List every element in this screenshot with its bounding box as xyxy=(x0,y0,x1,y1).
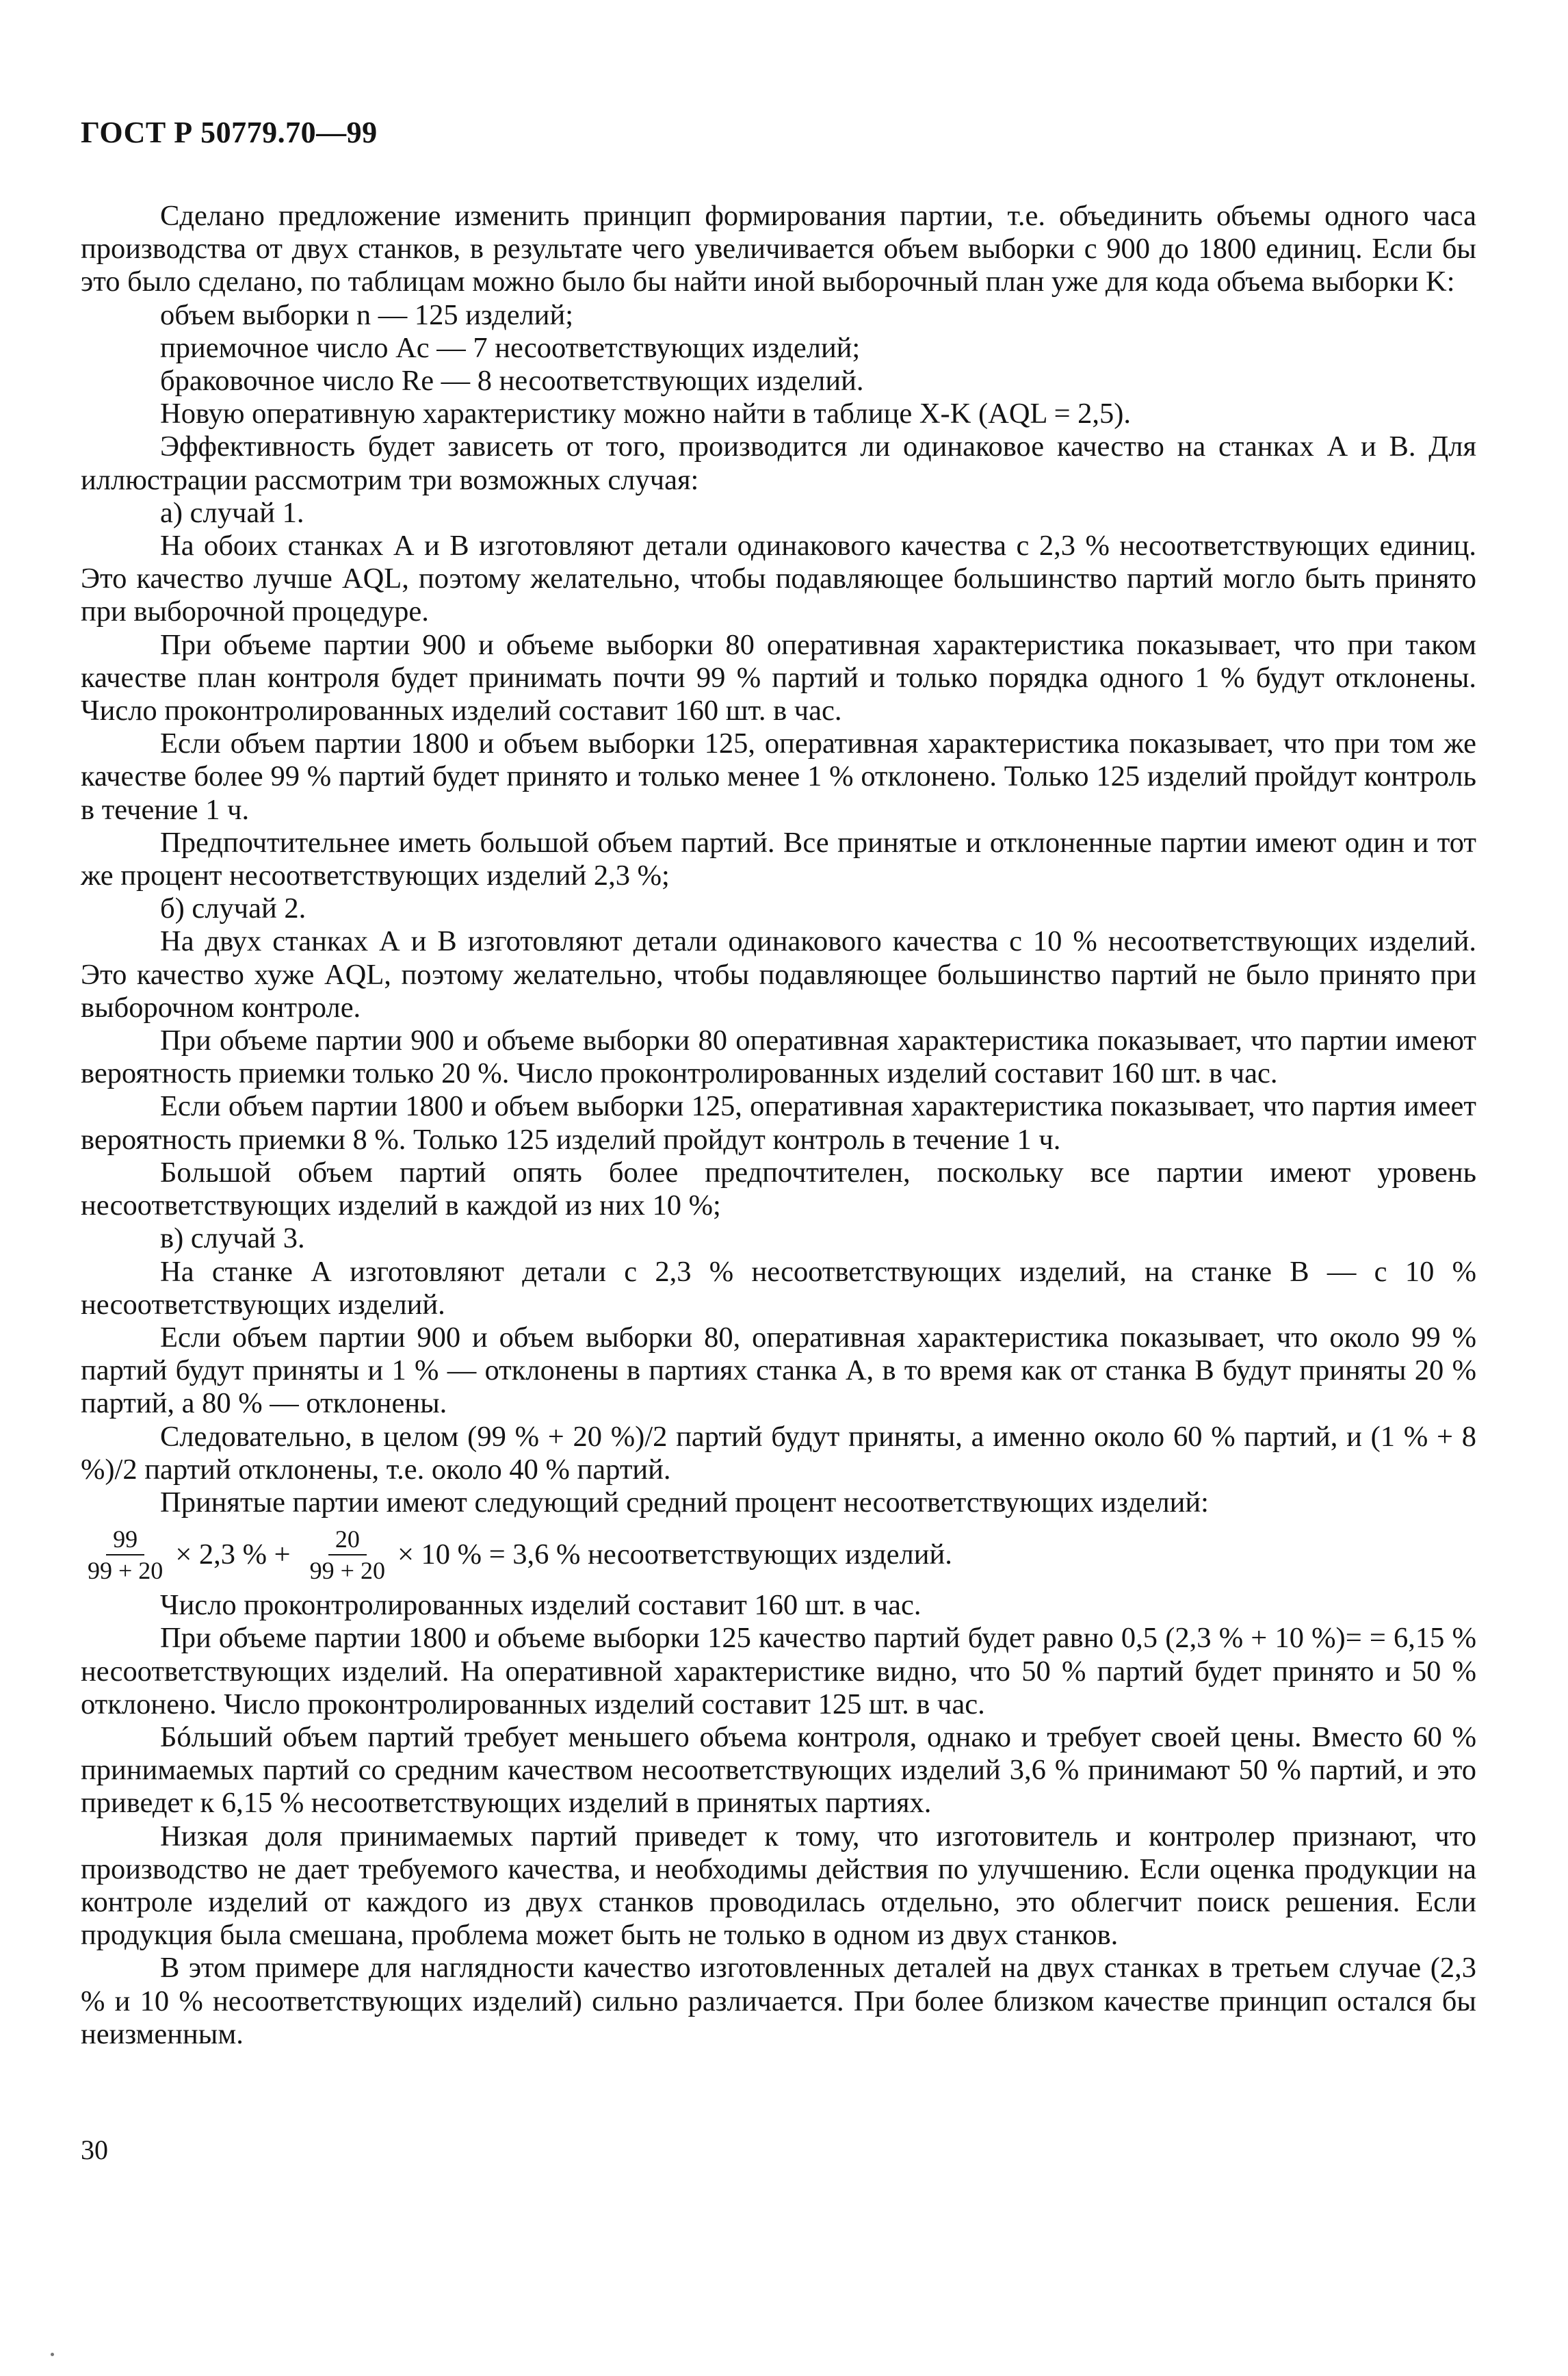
paragraph: Большой объем партий опять более предпочтителен, поскольку все партии имеют уровень несоответствующих изделий в каждой из них 10 %; xyxy=(81,1156,1476,1222)
paragraph: Следовательно, в целом (99 % + 20 %)/2 партий будут приняты, а именно около 60 % партий, и (1 % + 8 %)/2 партий отклонены, т.е. около 40 % партий. xyxy=(81,1420,1476,1486)
paragraph: Низкая доля принимаемых партий приведет к тому, что изготовитель и контролер признают, что производство не дает требуемого качества, и необходимы действия по улучшению. Если оценка продукции на контроле изделий от каждого из двух станков проводилась отдельно, это облегчит поиск решения. Если продукция была смешана, проблема может быть не только в одном из двух станков. xyxy=(81,1820,1476,1952)
paragraph: Принятые партии имеют следующий средний процент несоответствующих изделий: xyxy=(160,1486,1209,1519)
fraction-2 xyxy=(303,1525,392,1584)
fraction-1 xyxy=(81,1525,170,1584)
fraction-2-denominator: 99 + 20 xyxy=(309,1557,385,1585)
paragraph: При объеме партии 1800 и объеме выборки 125 качество партий будет равно 0,5 (2,3 % + 10 %)= = 6,15 % несоответствующих изделий. На оперативной характеристике видно, что 50 % партий будет принято и 50 % отклонено. Число проконтролированных изделий составит 125 шт. в час. xyxy=(81,1622,1476,1720)
paragraph: На двух станках А и В изготовляют детали одинакового качества с 10 % несоответствующих изделий. Это качество хуже AQL, поэтому желательно, чтобы подавляющее большинство партий не было принято при выборочном контроле. xyxy=(81,925,1476,1024)
paragraph: В этом примере для наглядности качество изготовленных деталей на двух станках в третьем случае (2,3 % и 10 % несоответствующих изделий) сильно различается. При более близком качестве принцип остался бы неизменным. xyxy=(81,1952,1476,2050)
standard-title: ГОСТ Р 50779.70—99 xyxy=(81,116,378,149)
page-number: 30 xyxy=(81,2134,108,2165)
body-text xyxy=(81,200,1476,2051)
paragraph: б) случай 2. xyxy=(160,892,306,925)
paragraph: Предпочтительнее иметь большой объем партий. Все принятые и отклоненные партии имеют один и тот же процент несоответствующих изделий 2,3 %; xyxy=(81,826,1476,892)
formula-term-2: × 10 % = 3,6 % несоответствующих изделий. xyxy=(397,1538,952,1571)
paragraphs-after-formula xyxy=(81,1589,1476,2051)
paragraphs-before-formula xyxy=(81,200,1476,1519)
paragraph: браковочное число Re — 8 несоответствующих изделий. xyxy=(160,365,864,398)
paragraph: При объеме партии 900 и объеме выборки 80 оперативная характеристика показывает, что партии имеют вероятность приемки только 20 %. Число проконтролированных изделий составит 160 шт. в час. xyxy=(81,1024,1476,1090)
paragraph: Число проконтролированных изделий составит 160 шт. в час. xyxy=(160,1589,922,1622)
paragraph: Новую оперативную характеристику можно найти в таблице X-K (AQL = 2,5). xyxy=(160,398,1132,430)
paragraph: объем выборки n — 125 изделий; xyxy=(160,298,574,331)
paragraph: Бóльший объем партий требует меньшего объема контроля, однако и требует своей цены. Вместо 60 % принимаемых партий со средним качеством несоответствующих изделий 3,6 % принимают 50 % партий, и это приведет к 6,15 % несоответствующих изделий в принятых партиях. xyxy=(81,1720,1476,1820)
paragraph: приемочное число Ac — 7 несоответствующих изделий; xyxy=(160,331,861,364)
paragraph: Если объем партии 1800 и объем выборки 125, оперативная характеристика показывает, что партия имеет вероятность приемки 8 %. Только 125 изделий пройдут контроль в течение 1 ч. xyxy=(81,1090,1476,1156)
paragraph: Если объем партии 900 и объем выборки 80, оперативная характеристика показывает, что около 99 % партий будут приняты и 1 % — отклонены в партиях станка А, в то время как от станка В будут приняты 20 % партий, а 80 % — отклонены. xyxy=(81,1321,1476,1420)
paragraph: Если объем партии 1800 и объем выборки 125, оперативная характеристика показывает, что при том же качестве более 99 % партий будет принято и только менее 1 % отклонено. Только 125 изделий пройдут контроль в течение 1 ч. xyxy=(81,727,1476,826)
fraction-1-numerator: 99 xyxy=(106,1525,144,1555)
paragraph: в) случай 3. xyxy=(160,1222,305,1255)
paragraph: Эффективность будет зависеть от того, производится ли одинаковое качество на станках А и В. Для иллюстрации рассмотрим три возможных случая: xyxy=(81,430,1476,496)
paragraph: а) случай 1. xyxy=(160,496,304,529)
paragraph: На обоих станках А и В изготовляют детали одинакового качества с 2,3 % несоответствующих единиц. Это качество лучше AQL, поэтому желательно, чтобы подавляющее большинство партий могло быть принято при выборочной процедуре. xyxy=(81,530,1476,628)
paragraph: Сделано предложение изменить принцип формирования партии, т.е. объединить объемы одного часа производства от двух станков, в результате чего увеличивается объем выборки с 900 до 1800 единиц. Если бы это было сделано, по таблицам можно было бы найти иной выборочный план уже для кода объема выборки K: xyxy=(81,200,1476,298)
fraction-1-denominator: 99 + 20 xyxy=(88,1557,164,1585)
formula xyxy=(81,1523,1476,1586)
fraction-2-numerator: 20 xyxy=(328,1525,367,1555)
formula-term-1: × 2,3 % + xyxy=(175,1538,291,1571)
scan-speck xyxy=(51,2353,54,2356)
paragraph: При объеме партии 900 и объеме выборки 80 оперативная характеристика показывает, что при таком качестве план контроля будет принимать почти 99 % партий и только порядка одного 1 % будут отклонены. Число проконтролированных изделий составит 160 шт. в час. xyxy=(81,628,1476,727)
paragraph: На станке А изготовляют детали с 2,3 % несоответствующих изделий, на станке В — с 10 % несоответствующих изделий. xyxy=(81,1255,1476,1321)
